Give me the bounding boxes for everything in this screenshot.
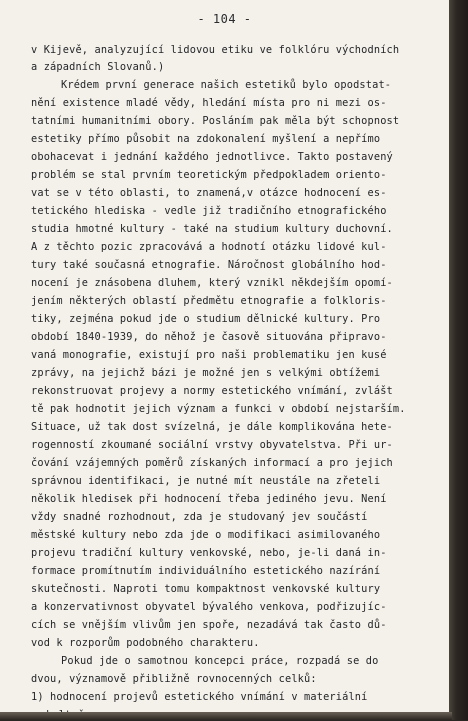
text-line: tatními humanitními obory. Posláním pak měla být schopnost <box>31 115 400 127</box>
page-number: - 104 - <box>197 12 252 26</box>
text-line: cích se vnějším vlivům jen spoře, nezadává tak často dů- <box>31 619 387 631</box>
text-line: estetiky přímo působit na zdokonalení myšlení a nepřímo <box>31 133 381 145</box>
text-line: A z těchto pozic zpracovává a hodnotí otázku lidové kul- <box>31 241 387 253</box>
text-line: 1) hodnocení projevů estetického vnímání v materiální <box>31 691 368 703</box>
text-line: Krédem první generace našich estetiků bylo opodstat- <box>61 79 392 91</box>
text-line: dvou, významově přibližně rovnocenných celků: <box>31 673 317 685</box>
text-line: rogenností zkoumané sociální vrstvy obyvatelstva. Při ur- <box>31 439 393 451</box>
text-line: a západních Slovanů.) <box>31 61 165 73</box>
text-line: několik hledisek při hodnocení třeba jediného jevu. Není <box>31 493 387 505</box>
text-line: správnou identifikaci, je nutné mít neustále na zřeteli <box>31 475 381 487</box>
text-line: čování vzájemných poměrů získaných informací a pro jejich <box>31 457 393 469</box>
text-line: městské kultury nebo zda jde o modifikaci asimilovaného <box>31 529 381 541</box>
text-line: a konzervativnost obyvatel bývalého venkova, podřizujíc- <box>31 601 387 613</box>
text-line: obohacevat i jednání každého jednotlivce. Takto postavený <box>31 151 393 163</box>
text-line: studia hmotné kultury - také na studium kultury duchovní. <box>31 223 393 235</box>
text-line: formace promítnutím individuálního estetického nazírání <box>31 565 381 577</box>
text-line: vod k rozporům podobného charakteru. <box>31 637 260 649</box>
text-line: rekonstruovat projevy a normy estetického vnímání, zvlášt <box>31 385 393 397</box>
text-line: vždy snadné rozhodnout, zda je studovaný jev součástí <box>31 511 368 523</box>
text-line: skutečnosti. Naproti tomu kompaktnost venkovské kultury <box>31 583 381 595</box>
page-edge-shadow <box>449 0 468 720</box>
text-line: vaná monografie, existují pro naši problematiku jen kusé <box>31 349 387 361</box>
page-bottom-edge <box>0 712 452 720</box>
text-line: tetického hlediska - vedle již tradičního etnografického <box>31 205 387 217</box>
text-line: v Kijevě, analyzující lidovou etiku ve folklóru východních <box>31 44 400 56</box>
text-line: nění existence mladé vědy, hledání místa pro ni mezi os- <box>31 97 387 109</box>
text-line: vat se v této oblasti, to znamená,v otázce hodnocení es- <box>31 187 387 199</box>
text-line: tury také současná etnografie. Náročnost globálního hod- <box>31 259 387 271</box>
text-line: tě pak hodnotit jejich význam a funkci v období nejstarším. <box>31 403 406 415</box>
text-line: projevu tradiční kultury venkovské, nebo, je-li daná in- <box>31 547 387 559</box>
text-line: jením některých oblastí předmětu etnografie a folkloris- <box>31 295 387 307</box>
text-line: Situace, už tak dost svízelná, je dále komplikována hete- <box>31 421 393 433</box>
text-line: Pokud jde o samotnou koncepci práce, rozpadá se do <box>61 655 379 667</box>
text-line: nocení je znásobena dluhem, který vznikl někdejším opomí- <box>31 277 393 289</box>
text-line: období 1840-1939, do něhož je časově situována připravo- <box>31 331 387 343</box>
text-line: zprávy, na jejichž bázi je možné jen s velkými obtížemi <box>31 367 381 379</box>
text-line: problém se stal prvním teoretickým předpokladem oriento- <box>31 169 387 181</box>
text-line: tiky, zejména pokud jde o studium dělnické kultury. Pro <box>31 313 381 325</box>
